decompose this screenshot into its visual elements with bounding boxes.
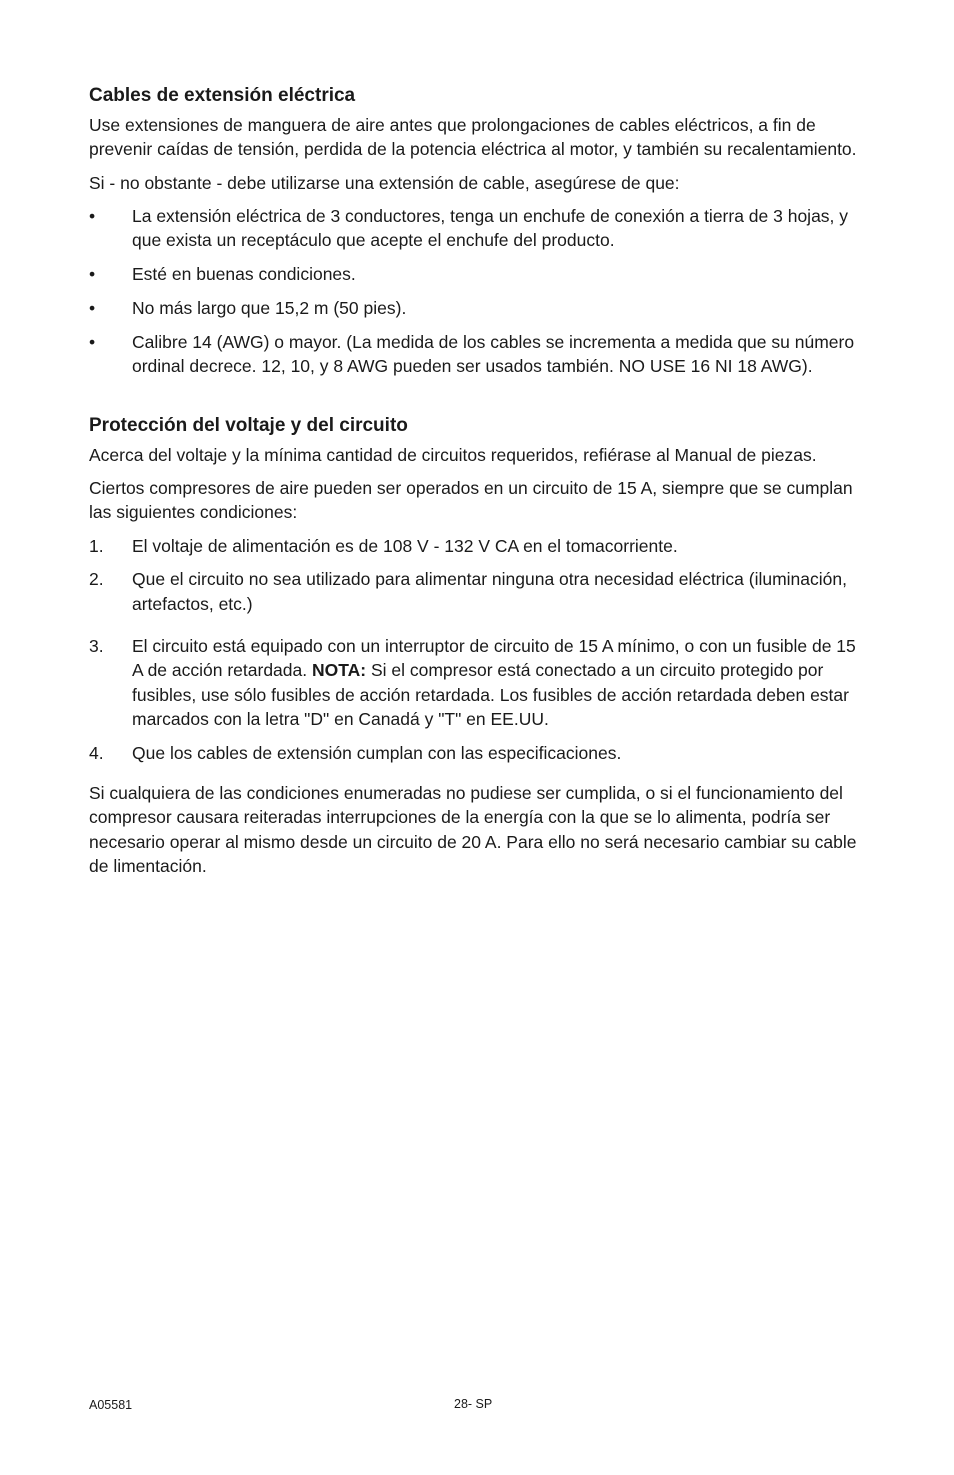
list-item — [89, 567, 869, 616]
bullet-marker: • — [89, 263, 96, 284]
list-item — [89, 262, 869, 286]
list-item — [89, 296, 869, 320]
item-number: 3. — [89, 635, 104, 656]
page-number: 28- SP — [454, 1397, 493, 1411]
list-item — [89, 330, 869, 379]
item-number: 4. — [89, 742, 104, 763]
paragraph: Acerca del voltaje y la mínima cantidad de circuitos requeridos, refiérase al Manual de piezas. — [89, 444, 817, 465]
list-item — [89, 634, 869, 731]
list-item-text: No más largo que 15,2 m (50 pies). — [132, 297, 407, 318]
text-segment: El circuito está equipado con un interruptor de circuito de 15 A mínimo, o con un fusible de 15 A de acción retardada. — [132, 635, 856, 681]
paragraph: Si cualquiera de las condiciones enumeradas no pudiese ser cumplida, o si el funcionamiento del compresor causara reiteradas interrupciones de la energía con la que se lo alimenta, podría ser necesario operar al mismo desde un circuito de 20 A. Para ello no será necesario cambiar su cable de limentación. — [89, 782, 857, 876]
paragraph: Use extensiones de manguera de aire antes que prolongaciones de cables eléctricos, a fin de prevenir caídas de tensión, perdida de la potencia eléctrica al motor, y también su recalentamiento. — [89, 115, 857, 160]
list-item — [89, 204, 869, 253]
bullet-marker: • — [89, 205, 96, 226]
item-number: 1. — [89, 535, 104, 556]
text-segment: Si el compresor está conectado a un circuito protegido por fusibles, use sólo fusibles de acción retardada. Los fusibles de acción retardada deben estar marcados con la letra "D" en Canadá y "T" en EE.UU. — [132, 660, 849, 729]
list-item — [89, 741, 869, 765]
numbered-list — [89, 534, 869, 765]
section-heading-extension-cables: Cables de extensión eléctrica — [89, 85, 356, 106]
document-code: A05581 — [89, 1398, 133, 1412]
item-number: 2. — [89, 569, 104, 590]
section-heading-voltage-protection: Protección del voltaje y del circuito — [89, 414, 408, 436]
list-item-text: Esté en buenas condiciones. — [132, 263, 356, 284]
paragraph: Ciertos compresores de aire pueden ser operados en un circuito de 15 A, siempre que se cumplan las siguientes condiciones: — [89, 477, 853, 523]
list-item-text: La extensión eléctrica de 3 conductores, tenga un enchufe de conexión a tierra de 3 hojas, y que exista un receptáculo que acepte el enchufe del producto. — [132, 205, 849, 251]
list-item — [89, 534, 869, 558]
section-spacer — [89, 388, 869, 414]
list-item-text: El voltaje de alimentación es de 108 V - 132 V CA en el tomacorriente. — [132, 535, 678, 556]
bullet-marker: • — [89, 297, 96, 318]
document-body — [89, 84, 869, 887]
list-item-text: Calibre 14 (AWG) o mayor. (La medida de los cables se incrementa a medida que su número ordinal decrece. 12, 10, y 8 AWG pueden ser usados también. NO USE 16 NI 18 AWG). — [132, 331, 855, 376]
list-item-text — [132, 636, 856, 729]
note-label: NOTA: — [311, 660, 367, 681]
list-item-text: Que los cables de extensión cumplan con las especificaciones. — [132, 742, 622, 763]
bullet-list — [89, 204, 869, 378]
list-item-text: Que el circuito no sea utilizado para alimentar ninguna otra necesidad eléctrica (iluminación, artefactos, etc.) — [132, 569, 847, 614]
paragraph: Si - no obstante - debe utilizarse una extensión de cable, asegúrese de que: — [89, 172, 680, 193]
bullet-marker: • — [89, 331, 96, 352]
